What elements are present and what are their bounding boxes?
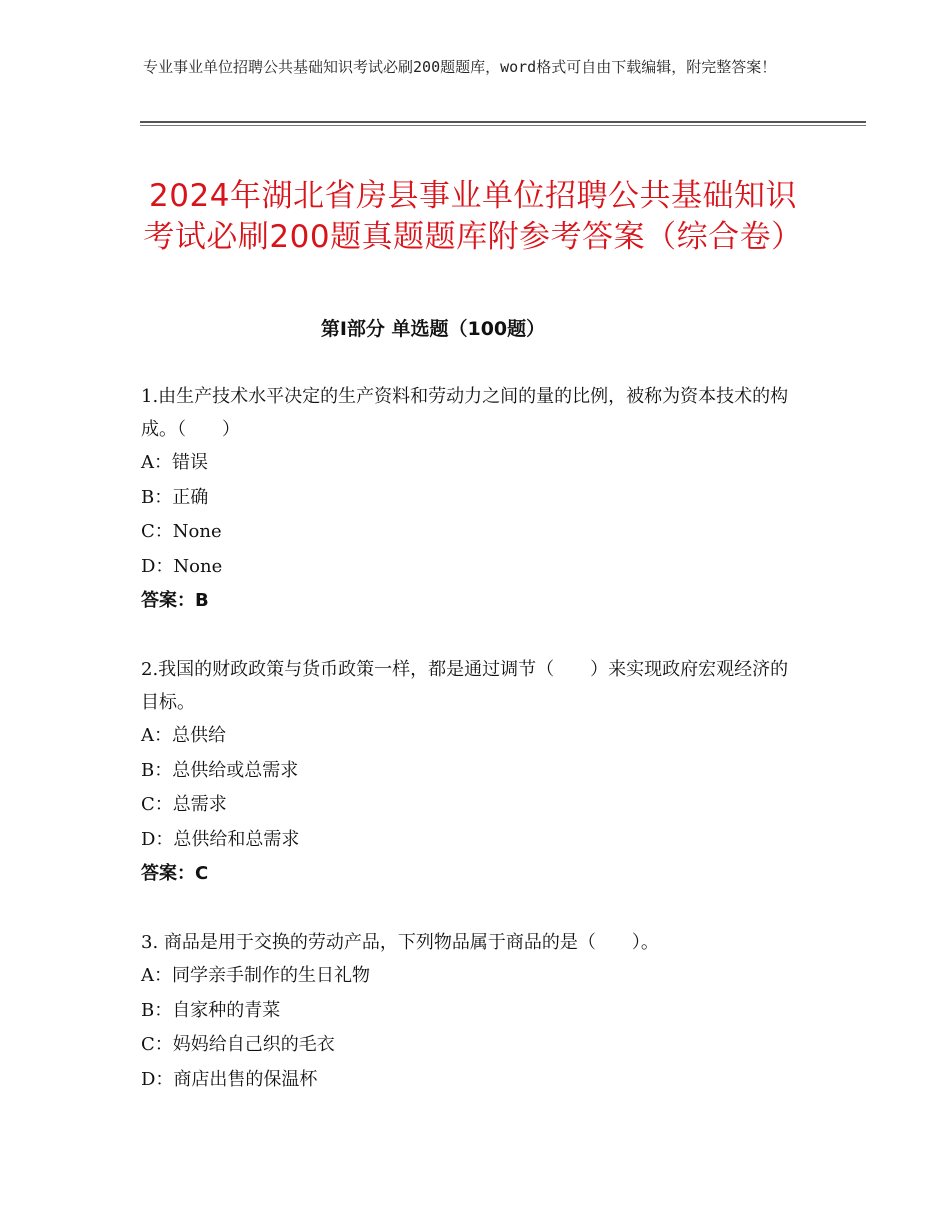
header-divider — [140, 121, 866, 123]
option-d: D：总供给和总需求 — [141, 828, 300, 850]
option-a: A：错误 — [141, 452, 208, 473]
option-c: C：None — [141, 521, 222, 542]
option-a: A：总供给 — [141, 725, 226, 746]
question-1 — [141, 380, 801, 618]
question-3 — [141, 926, 801, 1097]
question-stem: 3. 商品是用于交换的劳动产品，下列物品属于商品的是（ ）。 — [141, 932, 659, 953]
header-note: 专业事业单位招聘公共基础知识考试必刷200题题库，word格式可自由下载编辑，附完整答案！ — [143, 58, 777, 76]
option-b: B：自家种的青菜 — [141, 999, 281, 1021]
answer: 答案：C — [141, 863, 209, 884]
option-b: B：总供给或总需求 — [141, 759, 299, 781]
option-d: D：None — [141, 555, 223, 577]
document-title: 2024年湖北省房县事业单位招聘公共基础知识考试必刷200题真题题库附参考答案（综合卷） — [143, 177, 803, 255]
option-c: C：妈妈给自己织的毛衣 — [141, 1034, 335, 1055]
question-stem: 1.由生产技术水平决定的生产资料和劳动力之间的量的比例，被称为资本技术的构成。（ ） — [141, 386, 789, 440]
option-b: B：正确 — [141, 486, 209, 508]
option-d: D：商店出售的保温杯 — [141, 1068, 318, 1090]
option-a: A：同学亲手制作的生日礼物 — [141, 965, 370, 986]
question-stem: 2.我国的财政政策与货币政策一样，都是通过调节（ ）来实现政府宏观经济的目标。 — [141, 659, 789, 713]
header-divider-thin — [140, 125, 866, 126]
option-c: C：总需求 — [141, 794, 227, 815]
section-title: 第Ⅰ部分 单选题（100题） — [320, 318, 546, 340]
answer: 答案：B — [141, 590, 209, 611]
question-2 — [141, 653, 801, 891]
